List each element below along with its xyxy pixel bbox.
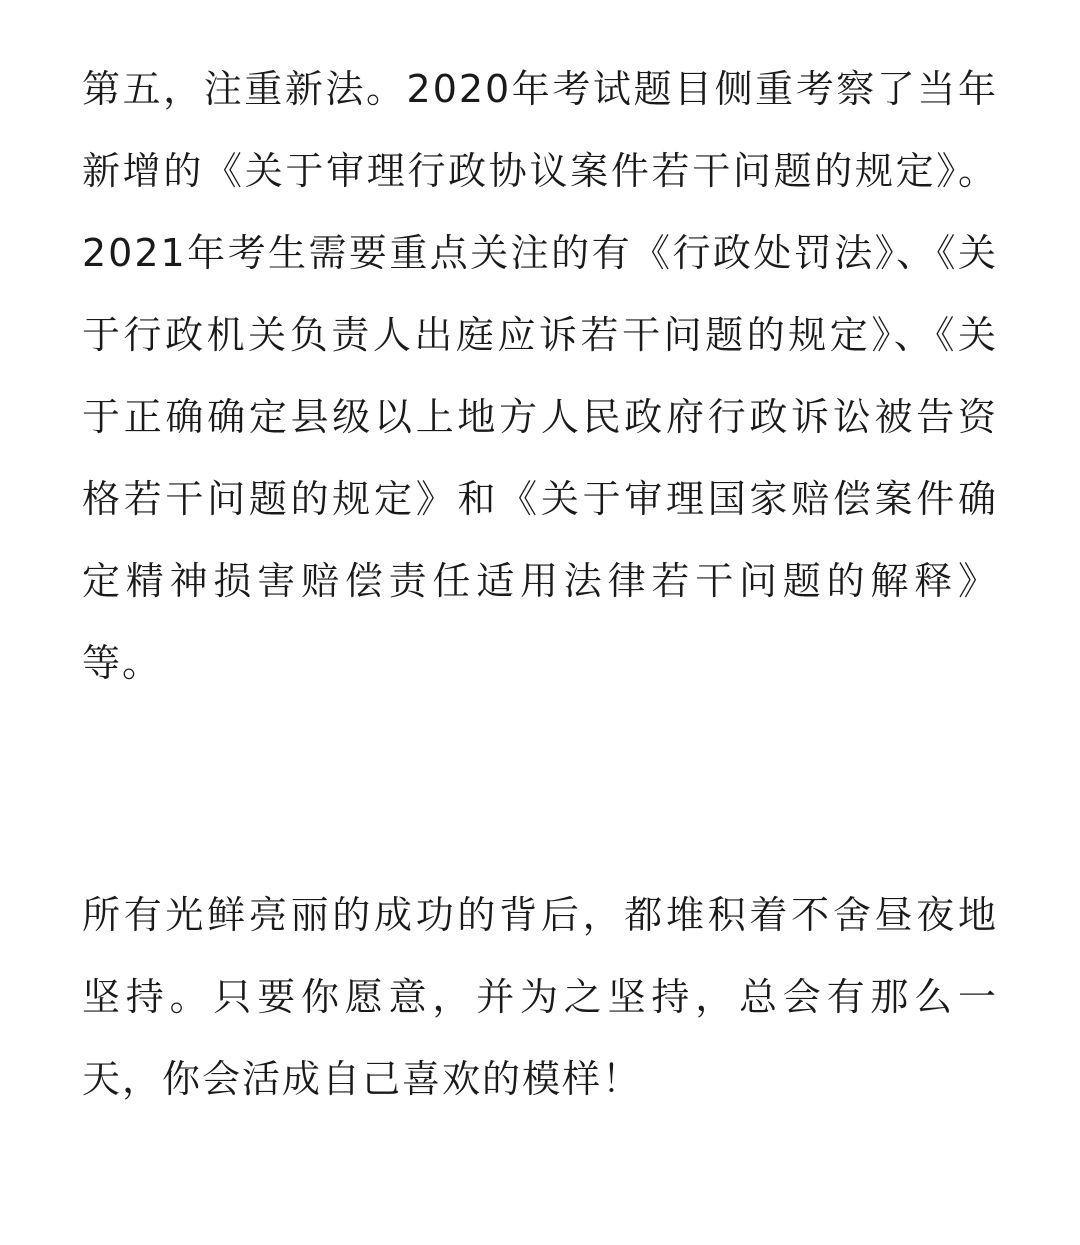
paragraph-new-laws: 第五，注重新法。2020年考试题目侧重考察了当年新增的《关于审理行政协议案件若干问题的规定》。2021年考生需要重点关注的有《行政处罚法》、《关于行政机关负责人出庭应诉若干问题的规定》、《关于正确确定县级以上地方人民政府行政诉讼被告资格若干问题的规定》和《关于审理国家赔偿案件确定精神损害赔偿责任适用法律若干问题的解释》等。 [82,67,998,685]
paragraph-spacer [82,704,998,874]
article-body [82,48,998,1120]
paragraph-encouragement: 所有光鲜亮丽的成功的背后，都堆积着不舍昼夜地坚持。只要你愿意，并为之坚持，总会有那么一天，你会活成自己喜欢的模样！ [82,893,998,1101]
